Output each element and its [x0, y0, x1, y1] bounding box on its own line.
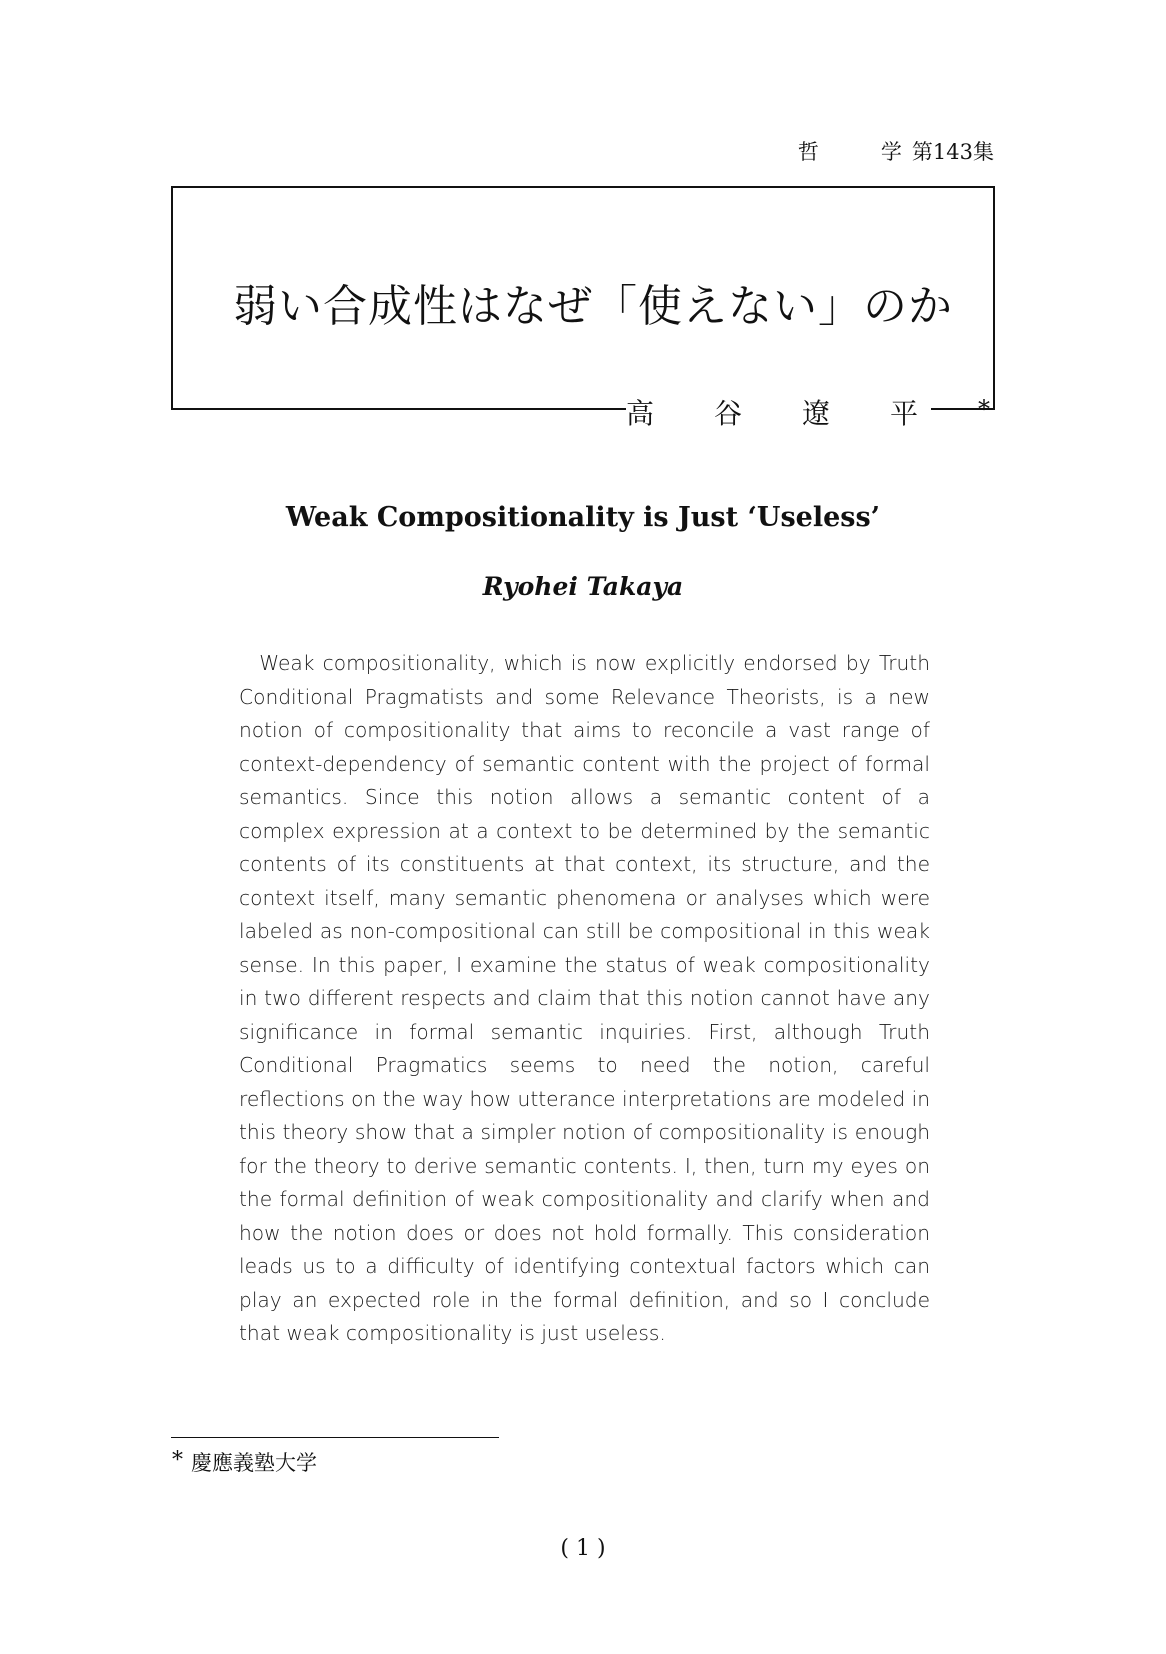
japanese-author: [626, 392, 990, 432]
author-char-2: 谷: [714, 397, 743, 430]
author-char-1: 高: [626, 397, 655, 430]
journal-name-char-1: 哲: [797, 140, 819, 164]
japanese-title: 弱い合成性はなぜ「使えない」のか: [233, 281, 953, 332]
journal-issue: 第143集: [911, 140, 994, 164]
footnote-marker-bottom: *: [172, 1448, 183, 1473]
abstract: Weak compositionality, which is now explicitly endorsed by Truth Conditional Pragmatists and some Relevance Theorists, is a new notion of compositionality that aims to reconcile a vast range of context-dependency of semantic content with the project of formal semantics. Since this notion allows a semantic content of a complex expression at a context to be determined by the semantic contents of its constituents at that context, its structure, and the context itself, many semantic phenomena or analyses which were labeled as non-compositional can still be compositional in this weak sense. In this paper, I examine the status of weak compositionality in two different respects and claim that this notion cannot have any significance in formal semantic inquiries. First, although Truth Conditional Pragmatics seems to need the notion, careful reflections on the way how utterance interpretations are modeled in this theory show that a simpler notion of compositionality is enough for the theory to derive semantic contents. I, then, turn my eyes on the formal definition of weak compositionality and clarify when and how the notion does or does not hold formally. This consideration leads us to a difficulty of identifying contextual factors which can play an expected role in the formal definition, and so I conclude that weak compositionality is just useless.: [239, 651, 930, 1345]
footnote-marker: *: [978, 395, 990, 423]
journal-name-char-2: 学: [880, 140, 902, 164]
author-char-3: 遼: [802, 397, 831, 430]
english-title: Weak Compositionality is Just ‘Useless’: [285, 502, 881, 533]
journal-header: [798, 136, 994, 166]
page-number: ( 1 ): [560, 1536, 606, 1561]
footnote-divider: [171, 1437, 499, 1438]
footnote: [172, 1447, 317, 1477]
footnote-affiliation: 慶應義塾大学: [191, 1451, 317, 1475]
english-author: Ryohei Takaya: [482, 572, 684, 601]
title-frame-bottom-left: [171, 408, 626, 410]
author-char-4: 平: [890, 397, 919, 430]
